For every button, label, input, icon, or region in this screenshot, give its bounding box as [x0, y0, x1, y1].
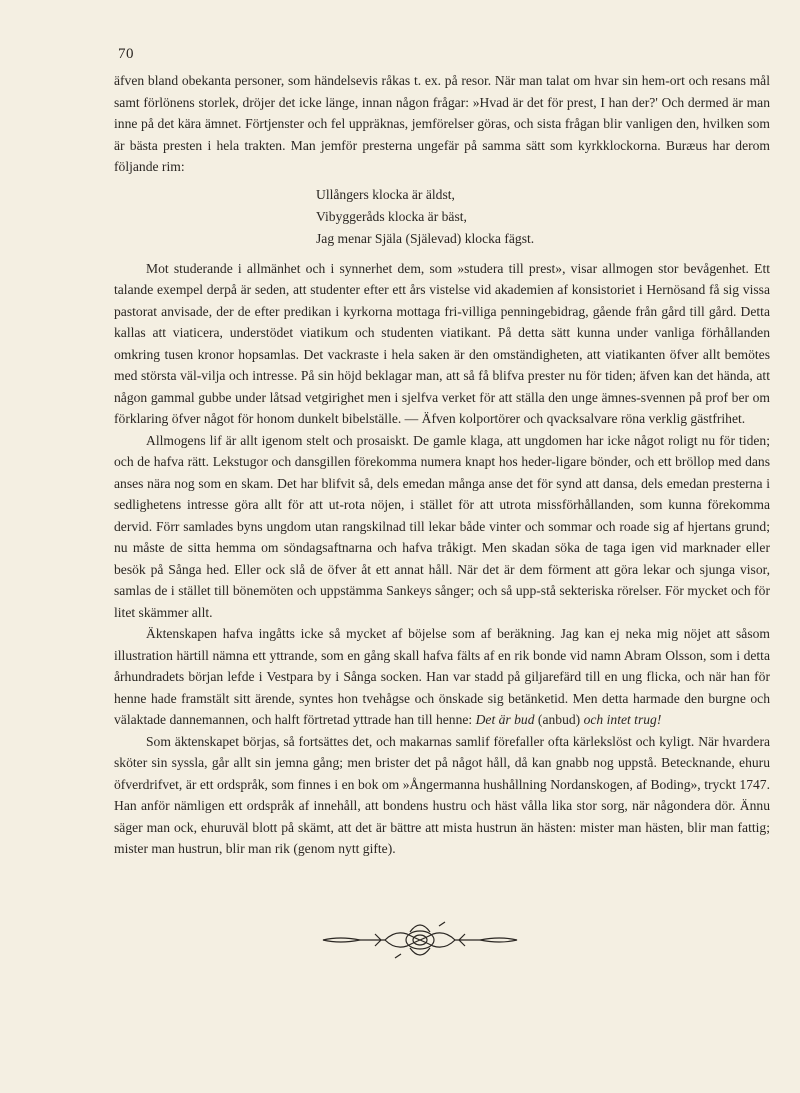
- quote-italic-2: och intet trug!: [583, 712, 662, 727]
- page-number: 70: [118, 46, 134, 62]
- paragraph-4: [114, 623, 770, 731]
- paragraph-2: Mot studerande i allmänhet och i synnerhet dem, som »studera till prest», visar allmogen stor bevågenhet. Ett talande exempel derpå är seden, att studenter efter ett års vistelse vid akademien af konsistoriet i Hernösand få sig vissa pastorat anvisade, der de efter predikan i kyrkorna mottaga fri-villiga penningebidrag, gående från gård till gård. Detta kallas att viaticera, understödet viatikum och studenten viatikant. På detta sätt kunna under vanliga förhållanden omkring tusen kronor hopsamlas. Det vackraste i hela saken är den omständigheten, att viatikanten öfver allt bemötes med största väl-vilja och intresse. På sin höjd beklagar man, att så få blifva prester nu för tiden; äfven kan det hända, att någon gammal gubbe under låtsad vetgirighet men i sjelfva verket för att ställa den unge ämnes-svennen på prof ber om förklaring öfver något för honom dunkelt bibelställe. — Äfven kolportörer och qvacksalvare röna verklig gästfrihet.: [114, 260, 770, 426]
- decorative-tailpiece-icon: [315, 920, 525, 960]
- body-text: [114, 70, 770, 860]
- quote-middle: (anbud): [534, 712, 584, 727]
- paragraph-1: äfven bland obekanta personer, som händelsevis råkas t. ex. på resor. När man talat om hvar sin hem-ort och resans mål samt förlönens storlek, dröjer det icke länge, innan någon frågar: »Hvad är det för prest, I han der?' Och dermed är man inne på det kära ämnet. Förtjenster och fel uppräknas, jemförelser göras, och sista frågan blir vanligen den, hvilken som är bästa presten i hela trakten. Man jemför presterna ungefär på samma sätt som kyrkklockorna. Buræus har derom följande rim:: [114, 73, 770, 174]
- paragraph-5: Som äktenskapet börjas, så fortsättes det, och makarnas samlif förefaller ofta kärlekslöst och kyligt. När hvardera sköter sin syssla, går allt sin jemna gång; men brister det på något håll, då kan gnabb nog uppstå. Betecknande, ehuru öfverdrifvet, är ett ordspråk, som finnes i en bok om »Ångermanna hushållning Nordanskogen, af Boding», tryckt 1747. Han anför nämligen ett ordspråk af innehåll, att bondens hustru och häst vålla lika stor sorg, när någondera dör. Ännu säger man ock, ehuruväl blott på skämt, att det är bättre att mista hustrun än hästen: mister man hästen, blir man fattig; mister man hustrun, blir man rik (genom nytt gifte).: [114, 733, 770, 856]
- verse-line-3: Jag menar Själa (Själevad) klocka fägst.: [316, 230, 535, 246]
- verse-line-1: Ullångers klocka är äldst,: [316, 186, 455, 202]
- verse-line-2: Vibyggeråds klocka är bäst,: [316, 208, 467, 224]
- paragraph-4-text: Äktenskapen hafva ingåtts icke så mycket af böjelse som af beräkning. Jag kan ej neka mig nöjet att såsom illustration härtill nämna ett yttrande, som en gång skall hafva fälts af en rik bonde vid namn Abram Olsson, som i detta århundradets början lefde i Vestpara by i Sånga socken. Han var stadd på giljarefärd till en ung flicka, och när han för henne hade framstält sitt ärende, syntes hon tvehågse och önskade sig betänketid. Men detta harmade den burgne och välaktade dannemannen, och halft förtretad yttrade han till henne:: [114, 626, 770, 727]
- verse-block: [316, 184, 770, 250]
- quote-italic-1: Det är bud: [475, 712, 535, 727]
- paragraph-3: Allmogens lif är allt igenom stelt och prosaiskt. De gamle klaga, att ungdomen har icke något roligt nu för tiden; och de hafva rätt. Lekstugor och dansgillen förekomma numera knapt hos heder-ligare bönder, och ett bröllop med dans anses nära nog som en skam. Det har blifvit så, dels emedan många anse det för synd att dansa, dels emedan presterna i sedlighetens intresse göra allt för att ut-rota nöjen, i stället för att utrota missförhållanden, som kunna förekomma dervid. Förr samlades byns ungdom utan rangskilnad till lekar både vinter och sommar och roade sig af hjertans grund; nu måste de sitta hemma om söndagsaftnarna och hafva tråkigt. Men skadan söka de taga igen vid marknader eller besök på Sånga hed. Eller ock slå de öfver åt ett annat håll. När det är dem förment att göra lekar och sjunga visor, samlas de i stället till bönemöten och uppstämma Sankeys sånger; och så upp-stå sekteriska rörelser. För mycket och för litet skämmer allt.: [114, 432, 770, 620]
